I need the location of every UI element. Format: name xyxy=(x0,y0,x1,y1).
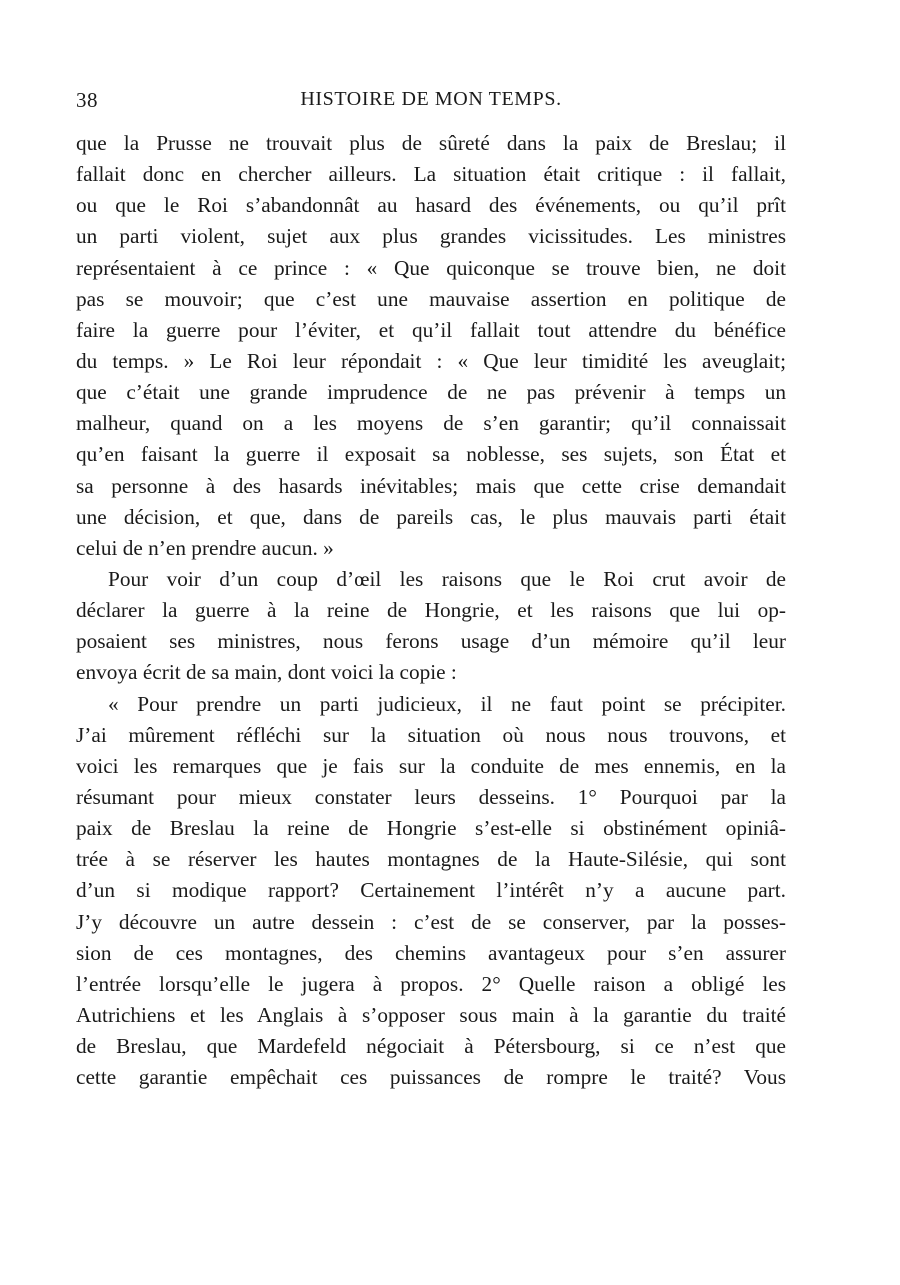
text-line: de Breslau, que Mardefeld négociait à Pétersbourg, si ce n’est que xyxy=(76,1034,786,1059)
text-line: « Pour prendre un parti judicieux, il ne faut point se précipiter. xyxy=(108,691,786,716)
text-line: Autrichiens et les Anglais à s’opposer sous main à la garantie du traité xyxy=(76,1002,786,1027)
text-line: cette garantie empêchait ces puissances de rompre le traité? Vous xyxy=(76,1065,786,1090)
text-line: une décision, et que, dans de pareils cas, le plus mauvais parti était xyxy=(76,504,786,529)
text-line: J’ai mûrement réfléchi sur la situation où nous nous trouvons, et xyxy=(76,722,786,747)
page-number: 38 xyxy=(76,88,98,112)
text-line: posaient ses ministres, nous ferons usage d’un mémoire qu’il leur xyxy=(76,629,786,654)
text-line: qu’en faisant la guerre il exposait sa noblesse, ses sujets, son État et xyxy=(76,442,786,467)
text-line: d’un si modique rapport? Certainement l’intérêt n’y a aucune part. xyxy=(76,878,786,903)
text-line: paix de Breslau la reine de Hongrie s’est-elle si obstinément opiniâ- xyxy=(76,816,786,841)
text-line: Pour voir d’un coup d’œil les raisons que le Roi crut avoir de xyxy=(108,566,786,591)
text-line: résumant pour mieux constater leurs desseins. 1° Pourquoi par la xyxy=(76,784,786,809)
text-line: que la Prusse ne trouvait plus de sûreté dans la paix de Breslau; il xyxy=(76,131,786,155)
text-line: représentaient à ce prince : « Que quiconque se trouve bien, ne doit xyxy=(76,255,786,280)
text-line: fallait donc en chercher ailleurs. La situation était critique : il fallait, xyxy=(76,162,786,187)
text-line: ou que le Roi s’abandonnât au hasard des événements, ou qu’il prît xyxy=(76,193,786,218)
body-text xyxy=(76,128,786,1093)
text-line: envoya écrit de sa main, dont voici la copie : xyxy=(76,660,457,685)
running-title: HISTOIRE DE MON TEMPS. xyxy=(300,88,562,110)
text-line: un parti violent, sujet aux plus grandes vicissitudes. Les ministres xyxy=(76,224,786,249)
text-line: du temps. » Le Roi leur répondait : « Que leur timidité les aveuglait; xyxy=(76,348,786,373)
text-line: pas se mouvoir; que c’est une mauvaise assertion en politique de xyxy=(76,286,786,311)
text-line: l’entrée lorsqu’elle le jugera à propos. 2° Quelle raison a obligé les xyxy=(76,971,786,996)
text-line: J’y découvre un autre dessein : c’est de se conserver, par la posses- xyxy=(76,909,786,934)
text-line: sion de ces montagnes, des chemins avantageux pour s’en assurer xyxy=(76,940,786,965)
text-line: malheur, quand on a les moyens de s’en garantir; qu’il connaissait xyxy=(76,411,786,436)
text-line: sa personne à des hasards inévitables; mais que cette crise demandait xyxy=(76,473,786,498)
text-line: trée à se réserver les hautes montagnes de la Haute-Silésie, qui sont xyxy=(76,847,786,872)
text-line: voici les remarques que je fais sur la conduite de mes ennemis, en la xyxy=(76,753,786,778)
text-line: faire la guerre pour l’éviter, et qu’il fallait tout attendre du bénéfice xyxy=(76,317,786,342)
text-line: déclarer la guerre à la reine de Hongrie, et les raisons que lui op- xyxy=(76,598,786,623)
text-line: celui de n’en prendre aucun. » xyxy=(76,535,334,560)
running-head xyxy=(76,88,786,116)
text-line: que c’était une grande imprudence de ne pas prévenir à temps un xyxy=(76,380,786,405)
